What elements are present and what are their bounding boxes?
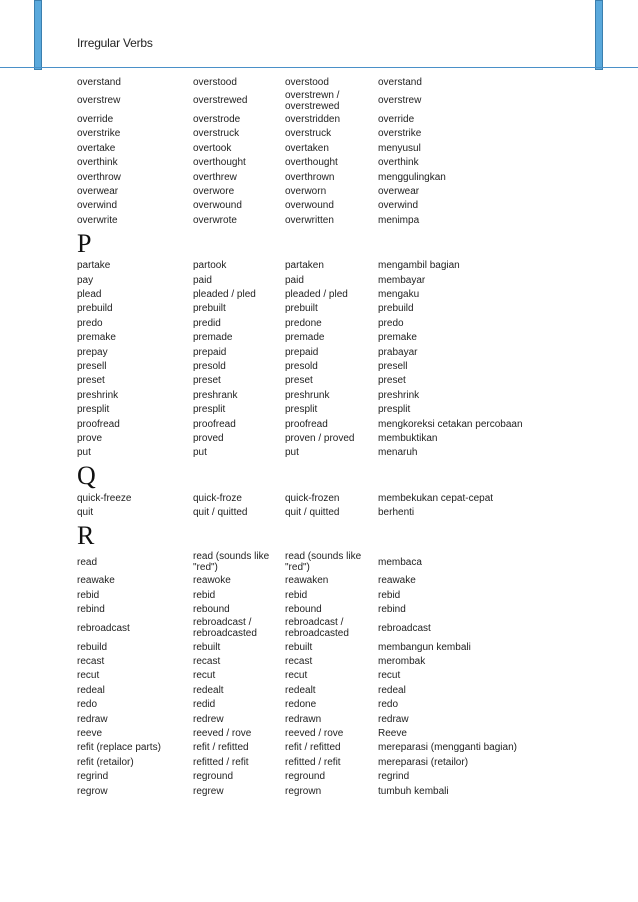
- translation-cell: preshrink: [378, 389, 420, 401]
- verb-row: [77, 170, 547, 184]
- translation-cell: overwind: [378, 200, 419, 212]
- translation-cell: overstrike: [378, 128, 422, 140]
- translation-cell: prabayar: [378, 346, 418, 358]
- verb-row: [77, 588, 547, 602]
- translation-cell: menggulingkan: [378, 171, 446, 183]
- translation-cell: mereparasi (retailor): [378, 756, 469, 768]
- past-simple-cell: overwound: [193, 200, 242, 212]
- translation-cell: membekukan cepat-cepat: [378, 492, 494, 504]
- past-simple-cell: read (sounds like "red"): [193, 551, 270, 574]
- base-form-cell: predo: [77, 317, 103, 329]
- past-participle-cell: redone: [285, 699, 317, 711]
- past-simple-cell: preset: [193, 375, 221, 387]
- base-form-cell: preshrink: [77, 389, 119, 401]
- base-form-cell: overwind: [77, 200, 118, 212]
- verb-row: [77, 112, 547, 126]
- past-simple-cell: paid: [193, 274, 212, 286]
- past-participle-cell: rebuilt: [285, 641, 313, 653]
- translation-cell: membayar: [378, 274, 426, 286]
- translation-cell: overthink: [378, 157, 419, 169]
- verb-row: [77, 654, 547, 668]
- verb-row: [77, 127, 547, 141]
- base-form-cell: redeal: [77, 684, 105, 696]
- translation-cell: membaca: [378, 556, 422, 568]
- past-participle-cell: prepaid: [285, 346, 319, 358]
- past-simple-cell: overtook: [193, 142, 232, 154]
- past-simple-cell: overstrode: [193, 114, 241, 126]
- section-letter: Q: [77, 460, 96, 490]
- past-simple-cell: put: [193, 447, 207, 459]
- base-form-cell: rebroadcast: [77, 622, 130, 634]
- verb-row: [77, 551, 547, 574]
- verb-row: [77, 726, 547, 740]
- past-participle-cell: partaken: [285, 260, 324, 272]
- verb-row: [77, 769, 547, 783]
- verb-row: [77, 374, 547, 388]
- translation-cell: regrind: [378, 771, 410, 783]
- past-participle-cell: read (sounds like "red"): [285, 551, 362, 574]
- base-form-cell: regrow: [77, 785, 108, 797]
- past-simple-cell: regrew: [193, 785, 224, 797]
- past-participle-cell: rebid: [285, 589, 308, 601]
- base-form-cell: overstrew: [77, 95, 121, 107]
- translation-cell: presplit: [378, 404, 411, 416]
- translation-cell: rebid: [378, 589, 401, 601]
- verb-row: [77, 330, 547, 344]
- translation-cell: membuktikan: [378, 432, 438, 444]
- past-participle-cell: paid: [285, 274, 304, 286]
- base-form-cell: quick-freeze: [77, 492, 132, 504]
- base-form-cell: overtake: [77, 142, 116, 154]
- translation-cell: mengkoreksi cetakan percobaan: [378, 418, 523, 430]
- past-simple-cell: refitted / refit: [193, 756, 249, 768]
- base-form-cell: rebind: [77, 604, 105, 616]
- past-simple-cell: presplit: [193, 404, 226, 416]
- header-divider: [0, 67, 638, 68]
- base-form-cell: override: [77, 114, 114, 126]
- verb-row: [77, 359, 547, 373]
- past-participle-cell: overtaken: [285, 142, 329, 154]
- past-participle-cell: proven / proved: [285, 432, 355, 444]
- base-form-cell: reeve: [77, 727, 103, 739]
- past-participle-cell: refitted / refit: [285, 756, 341, 768]
- past-simple-cell: redealt: [193, 684, 224, 696]
- verb-row: [77, 574, 547, 588]
- base-form-cell: quit: [77, 507, 94, 519]
- translation-cell: berhenti: [378, 507, 415, 519]
- past-participle-cell: overworn: [285, 186, 327, 198]
- base-form-cell: partake: [77, 260, 111, 272]
- past-simple-cell: rebound: [193, 604, 230, 616]
- translation-cell: presell: [378, 360, 408, 372]
- verb-row: [77, 446, 547, 460]
- translation-cell: merombak: [378, 656, 426, 668]
- base-form-cell: rebuild: [77, 641, 108, 653]
- base-form-cell: put: [77, 447, 91, 459]
- past-participle-cell: redealt: [285, 684, 316, 696]
- past-simple-cell: proved: [193, 432, 224, 444]
- past-participle-cell: overstruck: [285, 128, 332, 140]
- past-simple-cell: reeved / rove: [193, 727, 252, 739]
- past-participle-cell: premade: [285, 332, 325, 344]
- translation-cell: mereparasi (mengganti bagian): [378, 742, 517, 754]
- base-form-cell: overwear: [77, 186, 119, 198]
- translation-cell: rebind: [378, 604, 406, 616]
- past-simple-cell: proofread: [193, 418, 236, 430]
- past-simple-cell: rebuilt: [193, 641, 221, 653]
- verb-row: [77, 491, 547, 505]
- left-page-tab: [34, 0, 42, 70]
- translation-cell: preset: [378, 375, 406, 387]
- base-form-cell: reawake: [77, 575, 115, 587]
- base-form-cell: recast: [77, 656, 105, 668]
- past-participle-cell: overstridden: [285, 114, 341, 126]
- past-simple-cell: overwrote: [193, 214, 237, 226]
- past-simple-cell: recut: [193, 670, 216, 682]
- section-letter: R: [77, 520, 95, 550]
- past-participle-cell: rebound: [285, 604, 322, 616]
- verb-row: [77, 669, 547, 683]
- translation-cell: override: [378, 114, 415, 126]
- translation-cell: menaruh: [378, 447, 418, 459]
- verb-row: [77, 156, 547, 170]
- verb-row: [77, 617, 547, 640]
- verb-row: [77, 199, 547, 213]
- base-form-cell: refit (replace parts): [77, 742, 161, 754]
- base-form-cell: prove: [77, 432, 103, 444]
- past-participle-cell: recast: [285, 656, 313, 668]
- verb-row: [77, 273, 547, 287]
- past-simple-cell: redrew: [193, 713, 224, 725]
- past-participle-cell: reeved / rove: [285, 727, 344, 739]
- translation-cell: menyusul: [378, 142, 421, 154]
- base-form-cell: presplit: [77, 404, 110, 416]
- past-participle-cell: pleaded / pled: [285, 288, 348, 300]
- base-form-cell: overthrow: [77, 171, 121, 183]
- past-simple-cell: reground: [193, 771, 234, 783]
- verb-row: [77, 431, 547, 445]
- base-form-cell: presell: [77, 360, 107, 372]
- past-participle-cell: prebuilt: [285, 303, 318, 315]
- verb-row: [77, 259, 547, 273]
- past-simple-cell: overwore: [193, 186, 235, 198]
- verb-row: [77, 505, 547, 519]
- verb-row: [77, 784, 547, 798]
- past-participle-cell: presplit: [285, 404, 318, 416]
- base-form-cell: read: [77, 556, 98, 568]
- base-form-cell: pay: [77, 274, 94, 286]
- translation-cell: redraw: [378, 713, 409, 725]
- verb-row: [77, 213, 547, 227]
- past-participle-cell: rebroadcast / rebroadcasted: [285, 617, 349, 640]
- verb-row: [77, 316, 547, 330]
- verb-row: [77, 741, 547, 755]
- past-participle-cell: recut: [285, 670, 308, 682]
- past-participle-cell: quick-frozen: [285, 492, 340, 504]
- base-form-cell: redo: [77, 699, 98, 711]
- past-participle-cell: predone: [285, 317, 322, 329]
- translation-cell: recut: [378, 670, 401, 682]
- base-form-cell: preset: [77, 375, 105, 387]
- section-letter: P: [77, 228, 92, 258]
- base-form-cell: overwrite: [77, 214, 118, 226]
- past-simple-cell: overstood: [193, 76, 237, 88]
- past-participle-cell: reawaken: [285, 575, 329, 587]
- base-form-cell: overstrike: [77, 128, 121, 140]
- past-participle-cell: overthought: [285, 157, 338, 169]
- translation-cell: overstrew: [378, 95, 422, 107]
- past-participle-cell: overthrown: [285, 171, 335, 183]
- translation-cell: membangun kembali: [378, 641, 471, 653]
- past-simple-cell: rebid: [193, 589, 216, 601]
- base-form-cell: regrind: [77, 771, 109, 783]
- base-form-cell: overthink: [77, 157, 118, 169]
- past-participle-cell: overwritten: [285, 214, 334, 226]
- past-participle-cell: preshrunk: [285, 389, 330, 401]
- past-simple-cell: prepaid: [193, 346, 227, 358]
- verb-row: [77, 75, 547, 89]
- past-simple-cell: quit / quitted: [193, 507, 248, 519]
- verb-row: [77, 755, 547, 769]
- past-simple-cell: reawoke: [193, 575, 231, 587]
- past-participle-cell: quit / quitted: [285, 507, 340, 519]
- base-form-cell: prebuild: [77, 303, 113, 315]
- verb-row: [77, 417, 547, 431]
- translation-cell: menimpa: [378, 214, 420, 226]
- past-participle-cell: overwound: [285, 200, 334, 212]
- verb-row: [77, 640, 547, 654]
- translation-cell: predo: [378, 317, 404, 329]
- past-participle-cell: regrown: [285, 785, 322, 797]
- base-form-cell: refit (retailor): [77, 756, 134, 768]
- past-simple-cell: recast: [193, 656, 221, 668]
- page-header-title: Irregular Verbs: [77, 36, 153, 50]
- past-simple-cell: rebroadcast / rebroadcasted: [193, 617, 257, 640]
- past-simple-cell: overstrewed: [193, 95, 248, 107]
- verb-row: [77, 603, 547, 617]
- translation-cell: overstand: [378, 76, 422, 88]
- translation-cell: rebroadcast: [378, 622, 431, 634]
- base-form-cell: prepay: [77, 346, 108, 358]
- verb-row: [77, 184, 547, 198]
- translation-cell: mengaku: [378, 288, 420, 300]
- verb-row: [77, 712, 547, 726]
- past-participle-cell: reground: [285, 771, 326, 783]
- verb-row: [77, 388, 547, 402]
- past-participle-cell: redrawn: [285, 713, 322, 725]
- translation-cell: Reeve: [378, 727, 407, 739]
- base-form-cell: rebid: [77, 589, 100, 601]
- verb-row: [77, 402, 547, 416]
- past-simple-cell: premade: [193, 332, 233, 344]
- past-simple-cell: presold: [193, 360, 226, 372]
- verb-row: [77, 345, 547, 359]
- right-page-tab: [595, 0, 603, 70]
- translation-cell: mengambil bagian: [378, 260, 460, 272]
- verb-row: [77, 287, 547, 301]
- base-form-cell: overstand: [77, 76, 121, 88]
- verb-row: [77, 683, 547, 697]
- verb-table: [77, 75, 547, 798]
- verb-row: [77, 698, 547, 712]
- past-simple-cell: pleaded / pled: [193, 288, 256, 300]
- verb-row: [77, 141, 547, 155]
- past-simple-cell: preshrank: [193, 389, 238, 401]
- past-participle-cell: proofread: [285, 418, 328, 430]
- verb-row: [77, 89, 547, 112]
- base-form-cell: recut: [77, 670, 100, 682]
- past-simple-cell: refit / refitted: [193, 742, 249, 754]
- past-simple-cell: overthought: [193, 157, 246, 169]
- translation-cell: premake: [378, 332, 417, 344]
- base-form-cell: premake: [77, 332, 116, 344]
- past-simple-cell: redid: [193, 699, 216, 711]
- base-form-cell: proofread: [77, 418, 120, 430]
- translation-cell: tumbuh kembali: [378, 785, 449, 797]
- translation-cell: redeal: [378, 684, 406, 696]
- past-simple-cell: predid: [193, 317, 221, 329]
- past-simple-cell: overstruck: [193, 128, 240, 140]
- base-form-cell: redraw: [77, 713, 108, 725]
- past-participle-cell: put: [285, 447, 299, 459]
- past-participle-cell: presold: [285, 360, 318, 372]
- verb-row: [77, 302, 547, 316]
- translation-cell: prebuild: [378, 303, 414, 315]
- past-simple-cell: prebuilt: [193, 303, 226, 315]
- base-form-cell: plead: [77, 288, 102, 300]
- past-participle-cell: overstood: [285, 76, 329, 88]
- past-participle-cell: preset: [285, 375, 313, 387]
- past-participle-cell: overstrewn / overstrewed: [285, 89, 340, 112]
- past-simple-cell: quick-froze: [193, 492, 242, 504]
- past-participle-cell: refit / refitted: [285, 742, 341, 754]
- translation-cell: redo: [378, 699, 399, 711]
- past-simple-cell: partook: [193, 260, 227, 272]
- translation-cell: overwear: [378, 186, 420, 198]
- past-simple-cell: overthrew: [193, 171, 237, 183]
- translation-cell: reawake: [378, 575, 416, 587]
